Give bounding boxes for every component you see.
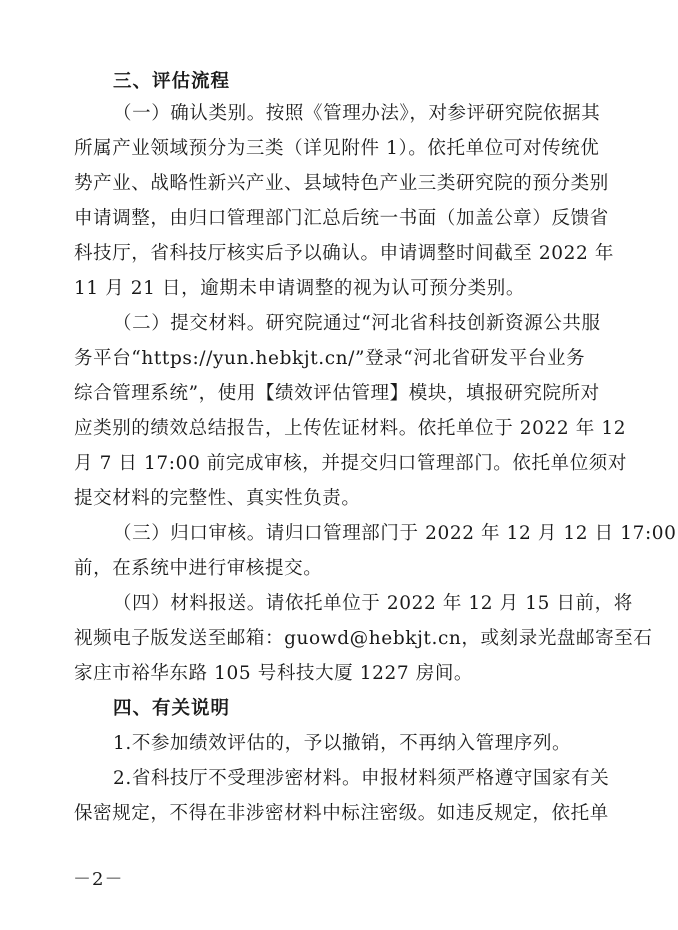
paragraph-line: （四）材料报送。请依托单位于 2022 年 12 月 15 日前，将: [113, 593, 633, 614]
paragraph-line: （三）归口审核。请归口管理部门于 2022 年 12 月 12 日 17:00: [113, 523, 677, 544]
paragraph-line: 前，在系统中进行审核提交。: [74, 558, 323, 579]
section-heading-related-notes: 四、有关说明: [113, 698, 231, 719]
paragraph-line: 所属产业领域预分为三类（详见附件 1）。依托单位可对传统优: [74, 138, 600, 159]
paragraph-line: 势产业、战略性新兴产业、县域特色产业三类研究院的预分类别: [74, 173, 609, 194]
paragraph-line: 保密规定，不得在非涉密材料中标注密级。如违反规定，依托单: [74, 803, 609, 824]
paragraph-line: 应类别的绩效总结报告，上传佐证材料。依托单位于 2022 年 12: [74, 418, 627, 439]
paragraph-line: 务平台“https://yun.hebkjt.cn/”登录“河北省研发平台业务: [74, 348, 586, 369]
paragraph-line: 家庄市裕华东路 105 号科技大厦 1227 房间。: [74, 663, 474, 684]
paragraph-line: 2.省科技厅不受理涉密材料。申报材料须严格遵守国家有关: [113, 768, 610, 789]
paragraph-line: （二）提交材料。研究院通过“河北省科技创新资源公共服: [113, 313, 601, 334]
section-heading-evaluation-process: 三、评估流程: [113, 71, 231, 92]
paragraph-line: 申请调整，由归口管理部门汇总后统一书面（加盖公章）反馈省: [74, 208, 609, 229]
paragraph-line: 提交材料的完整性、真实性负责。: [74, 488, 361, 509]
paragraph-line: 1.不参加绩效评估的，予以撤销，不再纳入管理序列。: [113, 733, 572, 754]
page-number: －2－: [73, 869, 124, 890]
paragraph-line: 月 7 日 17:00 前完成审核，并提交归口管理部门。依托单位须对: [74, 453, 628, 474]
paragraph-line: 11 月 21 日，逾期未申请调整的视为认可预分类别。: [74, 278, 525, 299]
paragraph-line: （一）确认类别。按照《管理办法》，对参评研究院依据其: [113, 103, 601, 124]
paragraph-line: 综合管理系统”，使用【绩效评估管理】模块，填报研究院所对: [74, 383, 600, 404]
paragraph-line: 科技厅，省科技厅核实后予以确认。申请调整时间截至 2022 年: [74, 243, 614, 264]
paragraph-line: 视频电子版发送至邮箱：guowd@hebkjt.cn，或刻录光盘邮寄至石: [74, 628, 653, 649]
